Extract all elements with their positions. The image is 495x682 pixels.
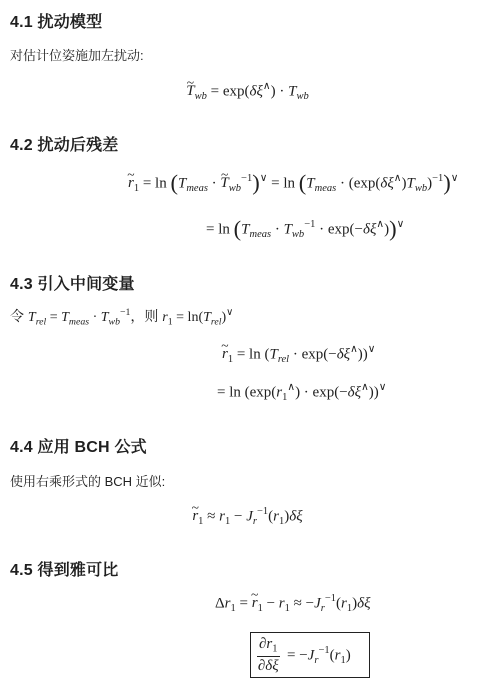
section-heading-apply-bch: 4.4 应用 BCH 公式 xyxy=(10,439,147,456)
equation-delta-residual: $\Delta r_1$ = ~ $r_1 - r_1 \approx -J_r^{-1}(r_1)\delta\xi$ xyxy=(215,593,371,614)
paragraph-bch-intro xyxy=(10,471,165,490)
equation-residual-line2: = $\ln (T_{meas} \cdot T_{wb}^{-1} \cdot \exp(-\delta\xi^\wedge))^\vee$ xyxy=(206,215,405,241)
then-text: ，则 xyxy=(130,308,159,324)
section-heading-intermediate-variable: 4.3 引入中间变量 xyxy=(10,276,135,293)
section-heading-perturbation-model: 4.1 扰动模型 xyxy=(10,14,103,31)
paragraph-left-perturbation xyxy=(10,45,144,64)
equation-residual-line1: ~ $r_1 = \ln (T_{meas}$ · ~ $T_{wb}^{-1})^\vee = \ln (T_{meas} \cdot (\exp(\delta\xi^\wedge)T_{wb})^{-1})^\vee$ xyxy=(128,172,458,194)
bch-intro-text: 使用右乘形式的 BCH 近似: xyxy=(10,474,166,489)
let-text: 令 xyxy=(10,308,24,324)
equation-intermediate-line2: = $\ln (\exp(r_1^\wedge) \cdot \exp(-\delta\xi^\wedge))^\vee$ xyxy=(217,382,387,403)
boxed-jacobian-result xyxy=(250,632,370,678)
equation-bch-approx: ~ $r_1 \approx r_1 - J_r^{-1}(r_1)\delta\xi$ xyxy=(0,506,495,527)
jacobian-fraction: $\frac{\partial r_1}{\partial\delta\xi}$ xyxy=(257,636,279,674)
left-perturbation-text: 对估计位姿施加左扰动: xyxy=(10,48,144,63)
paragraph-define-trel: 令 $T_{rel} = T_{meas} \cdot T_{wb}^{-1}$，则 $r_1 = \ln(T_{rel})^\vee$ xyxy=(10,307,234,328)
section-heading-jacobian: 4.5 得到雅可比 xyxy=(10,562,119,579)
equation-intermediate-line1: ~ $r_1 = \ln (T_{rel} \cdot \exp(-\delta\xi^\wedge))^\vee$ xyxy=(222,343,375,365)
jacobian-value: = $-J_r^{-1}(r_1)$ xyxy=(287,645,351,666)
equation-perturbed-pose: ~ $T_{wb} = \exp(\delta\xi^\wedge) \cdot T_{wb}$ xyxy=(0,80,495,102)
section-heading-perturbed-residual: 4.2 扰动后残差 xyxy=(10,137,119,154)
